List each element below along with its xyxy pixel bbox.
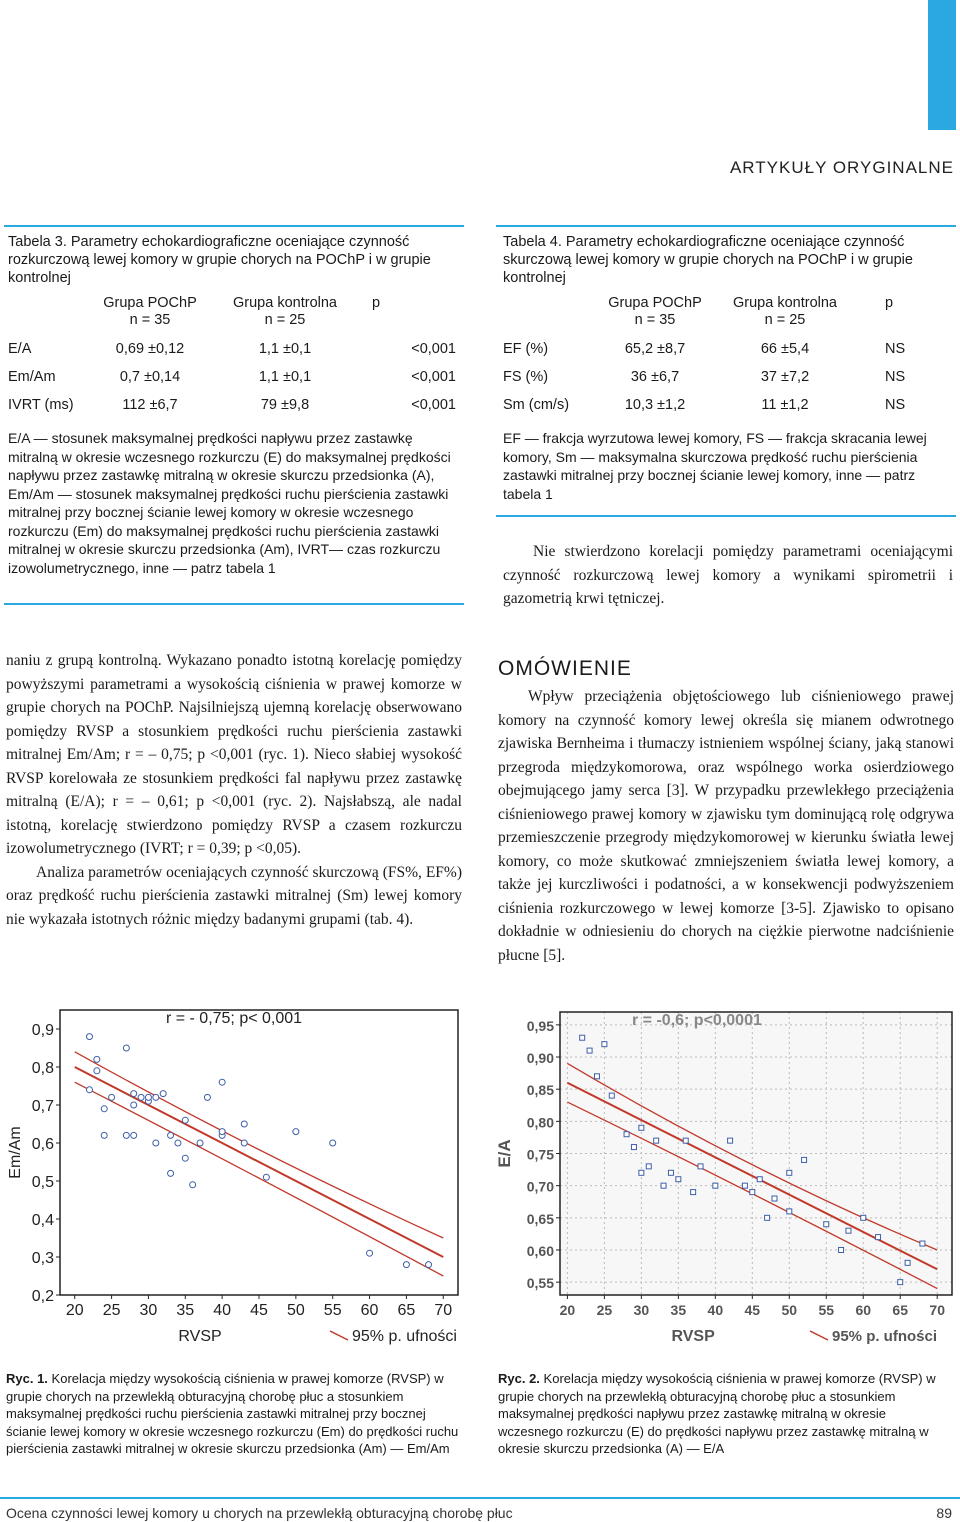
data-point (197, 1140, 203, 1146)
data-point (631, 1145, 636, 1150)
table3-col-label (8, 295, 90, 335)
table3-col-p: p (372, 295, 381, 311)
discussion-heading: OMÓWIENIE (498, 657, 632, 680)
data-point (160, 1091, 166, 1097)
data-point (787, 1170, 792, 1175)
data-point (86, 1087, 92, 1093)
table-cell: Sm (cm/s) (503, 397, 570, 413)
legend-label: 95% p. ufności (832, 1328, 938, 1345)
data-point (182, 1155, 188, 1161)
data-point (263, 1174, 269, 1180)
data-point (101, 1132, 107, 1138)
table-row (8, 391, 456, 419)
data-point (241, 1121, 247, 1127)
regression-line (75, 1067, 444, 1257)
x-tick-label: 30 (139, 1302, 158, 1319)
x-tick-label: 25 (596, 1302, 613, 1318)
table-cell: 1,1 ±0,1 (258, 369, 312, 385)
table3-grid (8, 295, 456, 419)
correlation-annotation: r = - 0,75; p< 0,001 (165, 1010, 303, 1027)
legend-line-sample (330, 1331, 348, 1340)
y-tick-label: 0,9 (31, 1022, 54, 1039)
table3-col-copd: Grupa POChP n = 35 (103, 295, 197, 328)
data-point (131, 1091, 137, 1097)
data-point (109, 1094, 115, 1100)
table3-bottom-rule (4, 603, 464, 605)
figure-1-caption (6, 1370, 462, 1458)
x-tick-label: 35 (670, 1302, 687, 1318)
data-point (757, 1177, 762, 1182)
data-point (691, 1190, 696, 1195)
table3-footnote: E/A — stosunek maksymalnej prędkości napływu przez zastawkę mitralną w okresie wczesnego rozkurczu (E) do maksymalnej prędkości napływu przez zastawkę mitralną w okresie skurczu przedsionka (A), Em/Am — stosunek maksymalnej prędkości ruchu pierścienia zastawki mitralnej przy bocznej ścianie lewej komory w okresie wczesnego rozkurczu (Em) do maksymalnej prędkości ruchu pierścienia zastawki mitralnej w okresie skurczu przedsionka (Am), IVRT— czas rozkurczu izowolumetrycznego, inne — patrz tabela 1 (8, 430, 451, 576)
data-point (131, 1102, 137, 1108)
data-point (219, 1129, 225, 1135)
data-point (639, 1170, 644, 1175)
data-point (772, 1196, 777, 1201)
table3-col-control: Grupa kontrolna n = 25 (233, 295, 337, 328)
y-tick-label: 0,8 (31, 1060, 54, 1077)
figure-1-caption-text: Korelacja między wysokością ciśnienia w prawej komorze (RVSP) w grupie chorych na przewlekłą obturacyjną chorobę płuc a stosunkiem maksymalnej prędkości ruchu pierścienia zastawki mitralnej przy bocznej ścianie lewej komory w okresie wczesnego rozkurczu (Em) do prędkości ruchu pierścienia zastawki mitralnej w okresie skurczu przedsionka (Am) — Em/Am (6, 1371, 459, 1456)
confidence-band-upper (75, 1052, 444, 1238)
data-point (898, 1280, 903, 1285)
table-row (503, 391, 943, 419)
table-cell: 79 ±9,8 (260, 397, 310, 413)
x-tick-label: 45 (250, 1302, 268, 1319)
table-cell: E/A (8, 341, 32, 357)
table-cell: 36 ±6,7 (630, 369, 680, 385)
data-point (587, 1048, 592, 1053)
data-point (182, 1117, 188, 1123)
table-cell: NS (885, 341, 906, 357)
y-tick-label: 0,85 (526, 1082, 554, 1099)
data-point (204, 1094, 210, 1100)
y-tick-label: 0,80 (526, 1114, 554, 1131)
data-point (698, 1164, 703, 1169)
y-tick-label: 0,4 (31, 1212, 54, 1229)
x-tick-label: 30 (633, 1302, 650, 1318)
data-point (654, 1138, 659, 1143)
data-point (787, 1209, 792, 1214)
table4-footnote: EF — frakcja wyrzutowa lewej komory, FS — frakcja skracania lewej komory, Sm — maksymalna skurczowa prędkość ruchu pierścienia zastawki mitralnej przy bocznej ścianie lewej komory, inne — patrz tabela 1 (503, 430, 927, 502)
body-paragraph: Analiza parametrów oceniających czynność skurczową (FS%, EF%) oraz prędkość ruchu pierścienia zastawki mitralnej (Sm) lewej komory nie wykazała istotnych różnic między badanymi grupami (tab. 4). (6, 863, 462, 928)
table-cell: FS (%) (503, 369, 549, 385)
table4-caption: Tabela 4. Parametry echokardiograficzne oceniające czynność skurczową lewej komory w grupie chorych na POChP i w grupie kontrolnej (503, 234, 913, 286)
data-point (750, 1190, 755, 1195)
table4-col-copd: Grupa POChP n = 35 (608, 295, 702, 328)
data-point (94, 1068, 100, 1074)
x-tick-label: 55 (818, 1302, 835, 1318)
data-point (802, 1157, 807, 1162)
table-cell: 112 ±6,7 (122, 397, 178, 413)
x-tick-label: 45 (744, 1302, 761, 1318)
data-point (94, 1056, 100, 1062)
y-tick-label: 0,60 (526, 1242, 554, 1259)
discussion-section (498, 657, 954, 967)
figure-2-caption (498, 1370, 954, 1458)
data-point (624, 1132, 629, 1137)
data-point (86, 1034, 92, 1040)
data-point (646, 1164, 651, 1169)
y-tick-label: 0,95 (526, 1017, 554, 1034)
table-cell: <0,001 (411, 341, 456, 357)
x-tick-label: 60 (855, 1302, 872, 1318)
data-point (101, 1106, 107, 1112)
confidence-band-lower (75, 1082, 444, 1276)
data-point (123, 1045, 129, 1051)
footer-title: Ocena czynności lewej komory u chorych na przewlekłą obturacyjną chorobę płuc (6, 1505, 513, 1521)
x-tick-label: 35 (176, 1302, 195, 1319)
legend-label: 95% p. ufności (352, 1328, 457, 1345)
y-tick-label: 0,65 (526, 1210, 554, 1227)
data-point (609, 1093, 614, 1098)
table-row (503, 363, 943, 391)
x-tick-label: 65 (892, 1302, 909, 1318)
data-point (602, 1042, 607, 1047)
data-point (765, 1215, 770, 1220)
data-point (713, 1183, 718, 1188)
data-point (190, 1182, 196, 1188)
table4 (503, 233, 943, 517)
discussion-text: Wpływ przeciążenia objętościowego lub ciśnieniowego prawej komory na czynność komory lewej określa się mianem odwrotnego zjawiska Bernheima i tłumaczy istnieniem wspólnej ściany, jaką stanowi przegroda międzykomorowa, oraz wspólnego worka osierdziowego obejmującego jamy serca [3]. W przypadku przewlekłego przeciążenia ciśnieniowego prawej komory w zjawisku tym dominującą rolę odgrywa przemieszczenie przegrody międzykomorowej w kierunku światła lewej komory, co może skutkować zmniejszeniem światła lewej komory, a także jej kurczliwości i podatności, a w konsekwencji podwyższeniem ciśnienia rozkurczowego w lewej komorze [3-5]. Zjawisko to opisano dokładnie w odniesieniu do chorych na ciężkie pierwotne nadciśnienie płucne [5]. (498, 688, 954, 964)
x-tick-label: 50 (286, 1302, 305, 1319)
page-footer (0, 1497, 960, 1521)
data-point (920, 1241, 925, 1246)
table4-col-label (503, 295, 595, 335)
data-point (639, 1125, 644, 1130)
x-axis-label: RVSP (178, 1328, 222, 1345)
results-paragraph-right: Nie stwierdzono korelacji pomiędzy parametrami oceniającymi czynność rozkurczową lewej komory a wynikami spirometrii i gazometrią krwi tętniczej. (503, 543, 953, 607)
data-point (824, 1222, 829, 1227)
data-point (676, 1177, 681, 1182)
data-point (661, 1183, 666, 1188)
data-point (131, 1132, 137, 1138)
data-point (175, 1140, 181, 1146)
table-cell: 0,69 ±0,12 (115, 341, 185, 357)
x-tick-label: 40 (213, 1302, 232, 1319)
figure-2-caption-text: Korelacja między wysokością ciśnienia w prawej komorze (RVSP) w grupie chorych na przewlekłą obturacyjną chorobę płuc a stosunkiem maksymalnej prędkości napływu przez zastawkę mitralną w okresie wczesnego rozkurczu (E) do prędkości napływu przez zastawkę mitralną w okresie skurczu przedsionka (A) — E/A (498, 1371, 936, 1456)
figure-1-label: Ryc. 1. (6, 1371, 48, 1386)
table-cell: <0,001 (411, 369, 456, 385)
data-point (839, 1247, 844, 1252)
results-body-left (6, 649, 462, 931)
x-tick-label: 70 (434, 1302, 453, 1319)
table-cell: 1,1 ±0,1 (258, 341, 312, 357)
data-point (683, 1138, 688, 1143)
y-tick-label: 0,5 (31, 1174, 54, 1191)
table4-bottom-rule (496, 515, 956, 517)
table3 (8, 233, 456, 591)
table-cell: 66 ±5,4 (760, 341, 810, 357)
data-point (403, 1262, 409, 1268)
data-point (153, 1094, 159, 1100)
data-point (330, 1140, 336, 1146)
data-point (123, 1132, 129, 1138)
x-tick-label: 25 (102, 1302, 121, 1319)
figure-2-label: Ryc. 2. (498, 1371, 540, 1386)
table-cell: 10,3 ±1,2 (624, 397, 686, 413)
table-cell: 11 ±1,2 (761, 397, 809, 413)
x-axis-label: RVSP (671, 1328, 715, 1345)
y-tick-label: 0,90 (526, 1050, 554, 1067)
data-point (426, 1262, 432, 1268)
table3-caption: Tabela 3. Parametry echokardiograficzne oceniające czynność rozkurczową lewej komory w grupie chorych na POChP i w grupie kontrolnej (8, 234, 431, 286)
y-tick-label: 0,3 (31, 1250, 54, 1267)
data-point (846, 1228, 851, 1233)
table-row (8, 363, 456, 391)
data-point (580, 1035, 585, 1040)
data-point (728, 1138, 733, 1143)
y-tick-label: 0,7 (31, 1098, 54, 1115)
legend-line-sample (810, 1331, 828, 1340)
x-tick-label: 20 (559, 1302, 576, 1318)
table-row (503, 335, 943, 363)
table3-top-rule (4, 225, 464, 227)
x-tick-label: 50 (781, 1302, 798, 1318)
table-cell: 0,7 ±0,14 (119, 369, 181, 385)
y-axis-label: E/A (495, 1139, 514, 1168)
table-cell: IVRT (ms) (8, 397, 74, 413)
table4-col-p: p (885, 295, 894, 311)
y-tick-label: 0,70 (526, 1178, 554, 1195)
x-tick-label: 40 (707, 1302, 724, 1318)
data-point (168, 1132, 174, 1138)
page-number: 89 (936, 1505, 952, 1521)
y-tick-label: 0,6 (31, 1136, 54, 1153)
data-point (153, 1140, 159, 1146)
figure-1-chart (0, 990, 470, 1365)
table4-col-control: Grupa kontrolna n = 25 (733, 295, 837, 328)
correlation-annotation: r = -0,6; p<0,0001 (632, 1012, 762, 1029)
data-point (742, 1183, 747, 1188)
figure-2-chart (490, 990, 960, 1365)
data-point (905, 1260, 910, 1265)
section-label: ARTYKUŁY ORYGINALNE (729, 158, 954, 177)
y-tick-label: 0,55 (526, 1275, 554, 1292)
y-axis-label: Em/Am (7, 1126, 24, 1179)
data-point (219, 1079, 225, 1085)
y-tick-label: 0,2 (31, 1288, 54, 1305)
data-point (367, 1250, 373, 1256)
x-tick-label: 20 (65, 1302, 84, 1319)
data-point (168, 1170, 174, 1176)
body-paragraph: naniu z grupą kontrolną. Wykazano ponadto istotną korelację pomiędzy powyższymi parametrami a wysokością ciśnienia w prawej komorze w grupie chorych na POChP. Najsilniejszą ujemną korelację obserwowano pomiędzy RVSP a stosunkiem prędkości ruchu pierścienia zastawki mitralnej Em/Am; r = – 0,75; p <0,001 (ryc. 1). Nieco słabiej wysokość RVSP korelowała ze stosunkiem prędkości fal napływu przez zastawkę mitralną (E/A); r = – 0,61; p <0,001 (ryc. 2). Najsłabszą, ale nadal istotną, korelację stwierdzono pomiędzy RVSP a czasem rozkurczu izowolumetrycznego (IVRT; r = 0,39; p <0,05). (6, 652, 462, 857)
table-cell: NS (885, 397, 906, 413)
table-cell: Em/Am (8, 369, 56, 385)
table-cell: NS (885, 369, 906, 385)
data-point (861, 1215, 866, 1220)
data-point (241, 1140, 247, 1146)
table-cell: EF (%) (503, 341, 549, 357)
x-tick-label: 55 (323, 1302, 342, 1319)
x-tick-label: 60 (360, 1302, 379, 1319)
page-accent-bar (928, 0, 956, 130)
data-point (145, 1094, 151, 1100)
table-row (8, 335, 456, 363)
data-point (594, 1074, 599, 1079)
data-point (138, 1094, 144, 1100)
table-cell: <0,001 (411, 397, 456, 413)
table-cell: 65,2 ±8,7 (624, 341, 686, 357)
data-point (668, 1170, 673, 1175)
data-point (876, 1235, 881, 1240)
x-tick-label: 70 (929, 1302, 945, 1318)
data-point (293, 1129, 299, 1135)
table4-top-rule (496, 225, 956, 227)
table4-grid (503, 295, 943, 419)
table-cell: 37 ±7,2 (760, 369, 810, 385)
y-tick-label: 0,75 (526, 1146, 554, 1163)
x-tick-label: 65 (397, 1302, 416, 1319)
